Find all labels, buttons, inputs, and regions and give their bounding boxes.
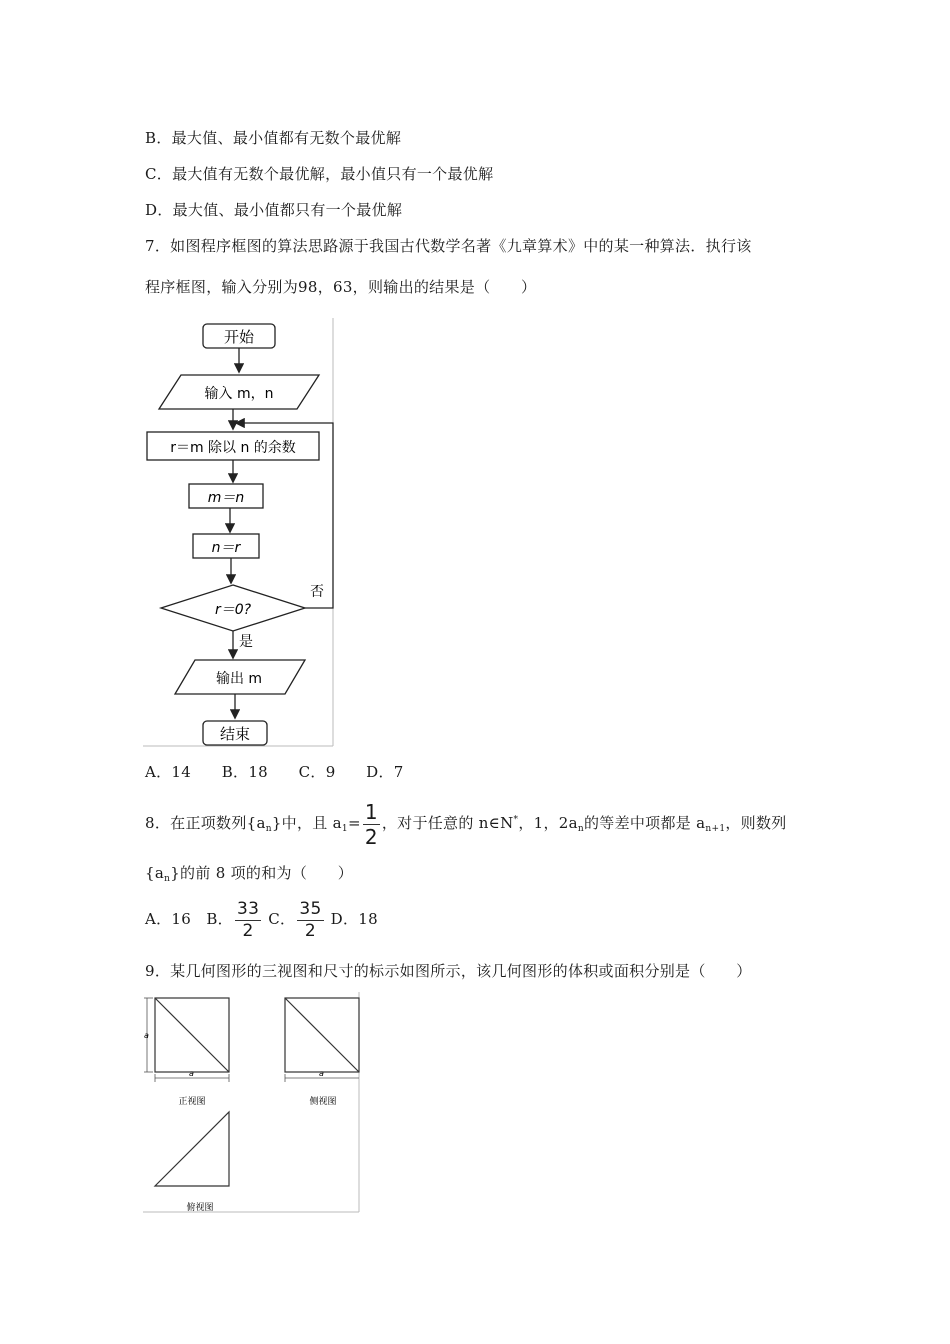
flow-assign-m-text: m＝n	[207, 490, 245, 506]
flow-remainder-text: r＝m 除以 n 的余数	[170, 440, 296, 456]
q8-option-d: D．18	[330, 910, 378, 928]
q8-stem-line1: 8．在正项数列$\{a_n\}$中，且 $a_1=$ $\frac{1}{2}$ ，对于任意的 n∈N*，1，$2a_n$的等差中项都是 $a_{n+1}$，则数列	[145, 799, 787, 849]
q7-options: A．14 B．18 C．9 D．7	[145, 763, 404, 781]
top-view-label: 俯视图	[186, 1203, 214, 1213]
side-view-label: 侧视图	[309, 1097, 337, 1107]
flow-input-text: 输入 m，n	[204, 386, 274, 402]
side-view	[285, 998, 359, 1107]
q7-stem-line1: 7．如图程序框图的算法思路源于我国古代数学名著《九章算术》中的某一种算法．执行该	[145, 237, 752, 255]
top-view	[155, 1112, 229, 1213]
front-dim-height: a	[144, 1031, 149, 1040]
q6-option-b: B．最大值、最小值都有无数个最优解	[145, 129, 402, 147]
q8-option-c-fraction: $\frac{35}{2}$	[299, 898, 322, 941]
flow-condition-text: r＝0?	[214, 602, 252, 618]
q8-option-c: C．	[268, 910, 296, 928]
q6-option-c: C．最大值有无数个最优解，最小值只有一个最优解	[145, 165, 494, 183]
q7-stem-line2: 程序框图，输入分别为98，63，则输出的结果是（ ）	[145, 278, 537, 296]
front-view	[144, 998, 229, 1107]
flow-assign-n-text: n＝r	[211, 540, 241, 556]
front-dim-width: a	[189, 1069, 194, 1078]
q7-flowchart	[143, 318, 338, 750]
q9-stem: 9．某几何图形的三视图和尺寸的标示如图所示，该几何图形的体积或面积分别是（ ）	[145, 962, 752, 980]
q9-three-views	[143, 992, 363, 1216]
q8-stem-line2: $\{a_n\}$的前 8 项的和为（ ）	[145, 864, 354, 884]
q8-option-b-fraction: $\frac{33}{2}$	[236, 898, 260, 941]
front-view-label: 正视图	[178, 1097, 206, 1107]
flow-output-text: 输出 m	[215, 671, 263, 687]
flow-end-text: 结束	[219, 725, 251, 743]
q8-option-a: A．16	[145, 910, 192, 928]
q8-option-b: B．	[206, 910, 233, 928]
side-dim-width: a	[319, 1069, 324, 1078]
q6-option-d: D．最大值、最小值都只有一个最优解	[145, 201, 403, 219]
flow-no-label: 否	[310, 584, 324, 600]
flow-yes-label: 是	[239, 634, 253, 650]
q8-options	[145, 896, 378, 942]
q8-a1-fraction: $\frac{1}{2}$	[364, 799, 378, 849]
flow-start-text: 开始	[223, 328, 255, 346]
